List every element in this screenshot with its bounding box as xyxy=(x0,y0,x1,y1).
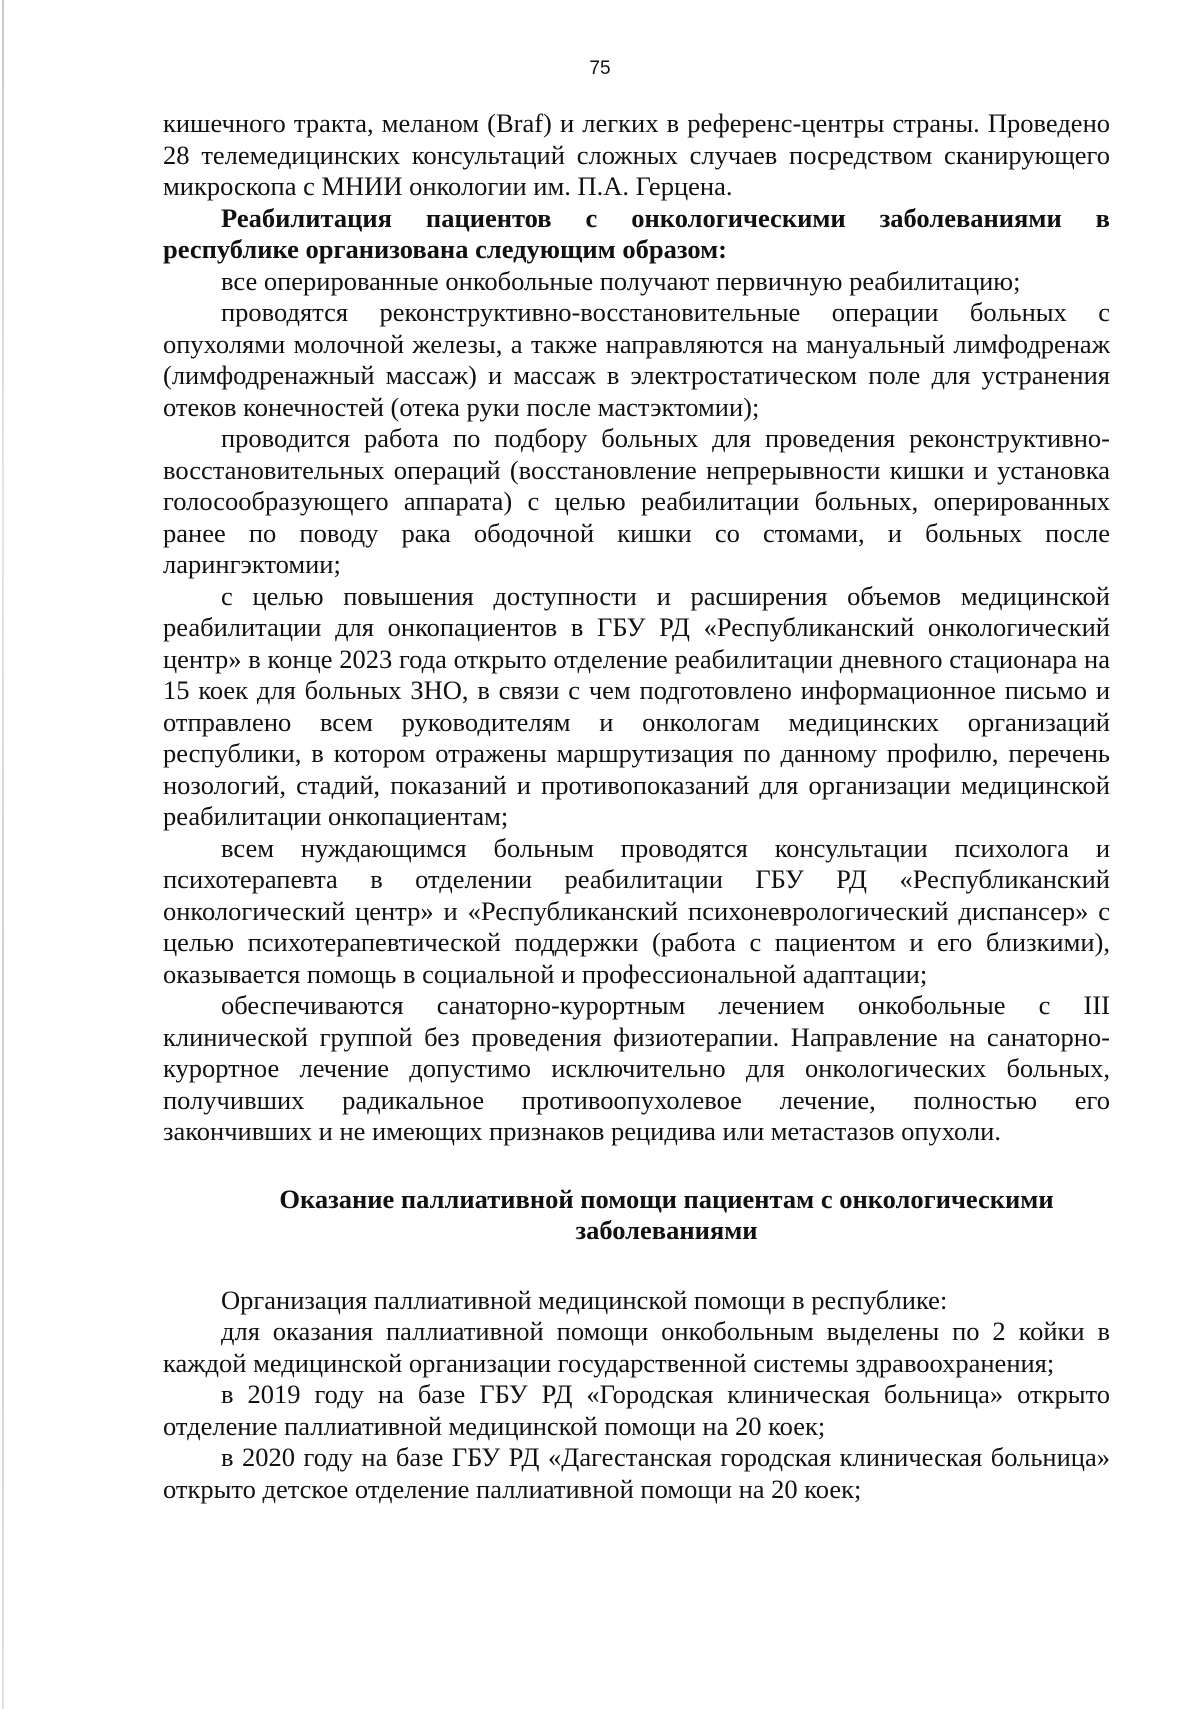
palliative-heading-line2: заболеваниями xyxy=(575,1215,758,1245)
paragraph-2020-department: в 2020 году на базе ГБУ РД «Дагестанская городская клиническая больница» открыто детское отделение паллиативной помощи на 20 коек; xyxy=(163,1442,1110,1504)
paragraph-2019-department: в 2019 году на базе ГБУ РД «Городская клиническая больница» открыто отделение паллиативной медицинской помощи на 20 коек; xyxy=(163,1379,1110,1441)
scan-edge xyxy=(2,0,4,1709)
paragraph-palliative-beds: для оказания паллиативной помощи онкобольным выделены по 2 койки в каждой медицинской организации государственной системы здравоохранения; xyxy=(163,1316,1110,1378)
paragraph-patient-selection: проводится работа по подбору больных для проведения реконструктивно-восстановительных операций (восстановление непрерывности кишки и установка голосообразующего аппарата) с целью реабилитации больных, оперированных ранее по поводу рака ободочной кишки со стомами, и больных после ларингэктомии; xyxy=(163,423,1110,579)
palliative-heading-line1: Оказание паллиативной помощи пациентам с онкологическими xyxy=(279,1183,1054,1214)
paragraph-palliative-organization: Организация паллиативной медицинской помощи в республике: xyxy=(221,1284,948,1315)
page-number: 75 xyxy=(589,58,611,79)
paragraph-day-hospital: с целью повышения доступности и расширения объемов медицинской реабилитации для онкопациентов в ГБУ РД «Республиканский онкологический центр» в конце 2023 года открыто отделение реабилитации дневного стационара на 15 коек для больных ЗНО, в связи с чем подготовлено информационное письмо и отправлено всем руководителям и онкологам медицинских организаций республики, в котором отражены маршрутизация по данному профилю, перечень нозологий, стадий, показаний и противопоказаний для организации медицинской реабилитации онкопациентам; xyxy=(163,580,1110,831)
rehabilitation-heading: Реабилитация пациентов с онкологическими заболеваниями в республике организована следующим образом: xyxy=(163,202,1110,264)
paragraph-psychologist: всем нуждающимся больным проводятся консультации психолога и психотерапевта в отделении реабилитации ГБУ РД «Республиканский онкологический центр» и «Республиканский психоневрологический диспансер» с целью психотерапевтической поддержки (работа с пациентом и его близкими), оказывается помощь в социальной и профессиональной адаптации; xyxy=(163,832,1110,989)
document-body xyxy=(163,108,1110,1505)
paragraph-sanatorium: обеспечиваются санаторно-курортным лечением онкобольные с III клинической группой без проведения физиотерапии. Направление на санаторно-курортное лечение допустимо исключительно для онкологических больных, получивших радикальное противоопухолевое лечение, полностью его закончивших и не имеющих признаков рецидива или метастазов опухоли. xyxy=(163,990,1110,1146)
palliative-section-heading xyxy=(163,1184,1110,1247)
paragraph-telemedicine: кишечного тракта, меланом (Braf) и легких в референс-центры страны. Проведено 28 телемедицинских консультаций сложных случаев посредством сканирующего микроскопа с МНИИ онкологии им. П.А. Герцена. xyxy=(163,108,1110,201)
paragraph-reconstructive-ops: проводятся реконструктивно-восстановительные операции больных с опухолями молочной железы, а также направляются на мануальный лимфодренаж (лимфодренажный массаж) и массаж в электростатическом поле для устранения отеков конечностей (отека руки после мастэктомии); xyxy=(163,297,1110,422)
paragraph-primary-rehab: все оперированные онкобольные получают первичную реабилитацию; xyxy=(221,265,1021,296)
